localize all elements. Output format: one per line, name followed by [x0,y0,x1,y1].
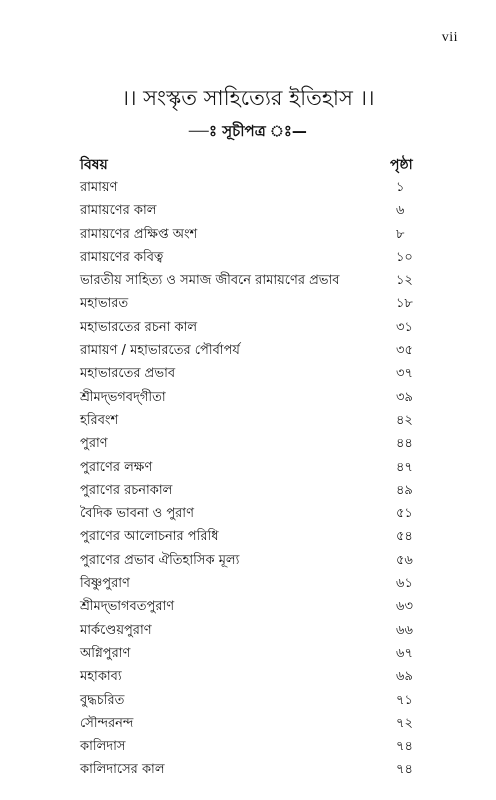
toc-entry [80,525,444,548]
toc-column-headers [80,153,444,175]
toc-entry-subject: শ্রীমদ্‌ভাগবতপুরাণ [80,599,175,615]
toc-entry-page: ১ [396,180,405,195]
toc-entry-page: ৪২ [396,412,413,428]
toc-entry-page: ৫৬ [396,552,413,568]
toc-entry [80,595,444,618]
toc-entry-page: ৬ [396,203,405,219]
toc-entry-subject: রামায়ণ / মহাভারতের পৌর্বাপর্য [80,343,240,359]
toc-entry-page: ৩১ [396,319,413,335]
toc-entry [80,316,444,339]
toc-entry-subject: মহাভারতের প্রভাব [80,366,176,382]
toc-entry [80,199,444,222]
toc-entry [80,642,444,665]
toc-entry-subject: পুরাণ [80,436,108,452]
book-title: ।। সংস্কৃত সাহিত্যের ইতিহাস ।। [121,86,375,110]
toc-entry [80,712,444,735]
toc-entry-subject: রামায়ণের কাল [80,203,157,219]
toc-entry-subject: কালিদাসের কাল [80,762,165,778]
toc-entry-page: ৩৭ [396,366,413,382]
page-number: vii [441,30,458,45]
toc-entry [80,456,444,479]
toc-entry-subject: ভারতীয় সাহিত্য ও সমাজ জীবনে রামায়ণের প্রভাব [80,273,340,289]
toc-entry [80,269,444,292]
toc-entry-subject: পুরাণের রচনাকাল [80,482,173,498]
toc-entry-page: ১২ [396,273,413,289]
toc-entry-subject: মার্কণ্ডেয়পুরাণ [80,622,152,638]
toc-entry-page: ৬৬ [396,622,413,638]
toc-entry-subject: বুদ্ধচরিত [80,692,125,708]
toc-entry-subject: বৈদিক ভাবনা ও পুরাণ [80,506,194,522]
toc-entry-subject: হরিবংশ [80,412,119,428]
toc-entry [80,502,444,525]
toc-entry-subject: পুরাণের লক্ষণ [80,459,153,475]
toc-entry-subject: পুরাণের আলোচনার পরিধি [80,529,219,545]
toc-entry-page: ৭২ [396,715,413,731]
toc-entry-subject: রামায়ণের প্রক্ষিপ্ত অংশ [80,226,198,242]
toc-entry-subject: মহাভারত [80,296,129,312]
toc-entry-page: ৮ [396,226,405,242]
toc-entry [80,572,444,595]
toc-entry [80,409,444,432]
toc-entry-page: ৬১ [396,576,413,592]
toc-entry-subject: রামায়ণের কবিত্ব [80,249,164,265]
toc-entry [80,619,444,642]
toc-entry [80,246,444,269]
toc-entry-subject: বিষ্ণুপুরাণ [80,576,130,592]
toc-entry-subject: মহাভারতের রচনা কাল [80,319,198,335]
toc-entry-subject: মহাকাব্য [80,669,122,685]
toc-entry-page: ৭১ [396,692,413,708]
toc-entry [80,362,444,385]
toc-entry-page: ১৮ [396,296,413,312]
toc-entry [80,665,444,688]
toc-heading: —ঃ সূচীপত্র ঃ— [189,122,307,140]
toc-entry-subject: কালিদাস [80,739,126,755]
toc-entry-subject: শ্রীমদ্‌ভগবদ্‌গীতা [80,389,166,405]
toc-entry [80,339,444,362]
toc-entry [80,758,444,781]
toc-entry-page: ৫১ [396,506,413,522]
toc-entry-page: ৫৪ [396,529,413,545]
toc-entry-page: ৪৭ [396,459,413,475]
toc-entry-subject: সৌন্দরনন্দ [80,715,134,731]
toc-entry-page: ৪৪ [396,436,413,452]
toc-entry [80,223,444,246]
toc-entry [80,689,444,712]
subject-column-header: বিষয় [80,157,108,173]
toc-entry-page: ৬৯ [396,669,413,685]
toc-entry [80,432,444,455]
page-column-header: পৃষ্ঠা [390,157,413,173]
toc-entry-subject: পুরাণের প্রভাব ঐতিহাসিক মূল্য [80,552,240,568]
toc-entry-page: ৩৯ [396,389,413,405]
toc-entry [80,479,444,502]
toc-entry-subject: রামায়ণ [80,180,118,195]
toc-list [80,176,444,782]
toc-entry [80,292,444,315]
toc-entry-page: ৪৯ [396,482,413,498]
toc-entry-page: ৩৫ [396,343,413,359]
toc-entry [80,735,444,758]
toc-entry [80,176,444,199]
toc-entry [80,549,444,572]
toc-entry-page: ৭৪ [396,739,413,755]
toc-entry-page: ৭৪ [396,762,413,778]
toc-entry-page: ১০ [396,249,413,265]
toc-entry-subject: অগ্নিপুরাণ [80,645,131,661]
toc-entry [80,386,444,409]
toc-entry-page: ৬৩ [396,599,413,615]
toc-entry-page: ৬৭ [396,645,413,661]
